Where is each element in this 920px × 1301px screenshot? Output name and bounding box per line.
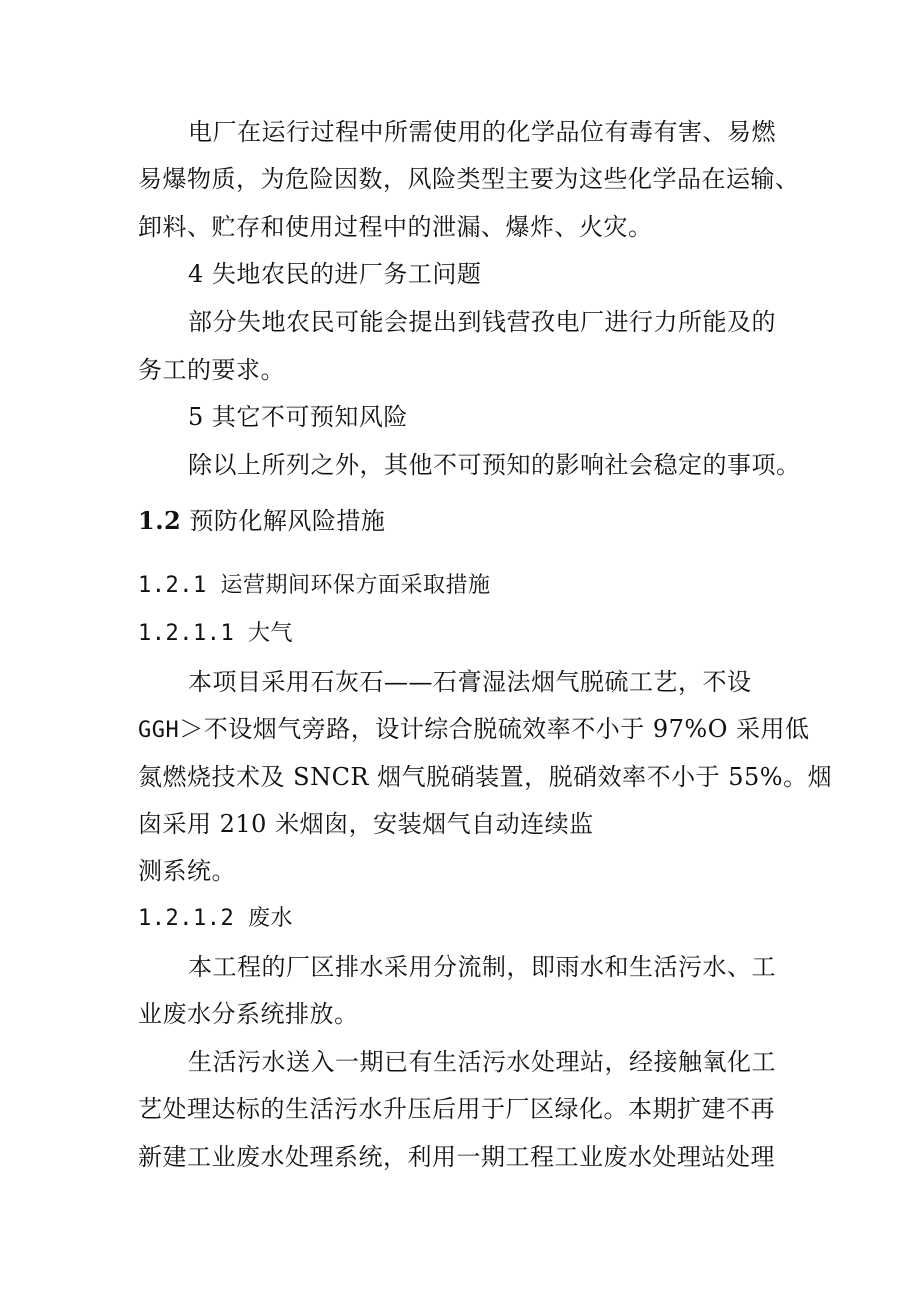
subsection-heading: 4 失地农民的进厂务工问题 [188,260,482,288]
paragraph-line: 本项目采用石灰石——石膏湿法烟气脱硫工艺，不设 [188,668,752,696]
paragraph-line: 卸料、贮存和使用过程中的泄漏、爆炸、火灾。 [138,213,653,241]
paragraph-line: 部分失地农民可能会提出到钱营孜电厂进行力所能及的 [188,308,776,336]
section-heading-1-2-1: 1.2.1 运营期间环保方面采取措施 [138,573,491,598]
paragraph-line: 易爆物质，为危险因数，风险类型主要为这些化学品在运输、 [138,165,800,193]
paragraph-line: 电厂在运行过程中所需使用的化学品位有毒有害、易燃 [188,118,776,146]
paragraph-line: 新建工业废水处理系统，利用一期工程工业废水处理站处理 [138,1143,775,1171]
ggh-line-text: ＞不设烟气旁路，设计综合脱硫效率不小于 97%O 采用低 [179,715,810,743]
paragraph-line: 务工的要求。 [138,356,285,384]
paragraph-line: 氮燃烧技术及 SNCR 烟气脱硝装置，脱硝效率不小于 55%。烟 [138,763,833,791]
section-number: 1.2 [138,506,182,535]
paragraph-line: 除以上所列之外，其他不可预知的影响社会稳定的事项。 [188,451,801,479]
paragraph-line: 生活污水送入一期已有生活污水处理站，经接触氧化工 [188,1048,776,1076]
paragraph-line: 艺处理达标的生活污水升压后用于厂区绿化。本期扩建不再 [138,1095,775,1123]
subsection-heading: 5 其它不可预知风险 [188,403,408,431]
ggh-term: GGH [138,718,180,743]
paragraph-line: 测系统。 [138,857,236,885]
paragraph-line [138,714,810,746]
section-heading-1-2 [138,506,385,536]
paragraph-line: 囱采用 210 米烟囱，安装烟气自动连续监 [138,810,594,838]
section-heading-1-2-1-2: 1.2.1.2 废水 [138,906,293,931]
section-heading-1-2-1-1: 1.2.1.1 大气 [138,621,293,646]
paragraph-line: 本工程的厂区排水采用分流制，即雨水和生活污水、工 [188,953,776,981]
paragraph-line: 业废水分系统排放。 [138,1000,359,1028]
section-title: 预防化解风险措施 [181,507,386,535]
